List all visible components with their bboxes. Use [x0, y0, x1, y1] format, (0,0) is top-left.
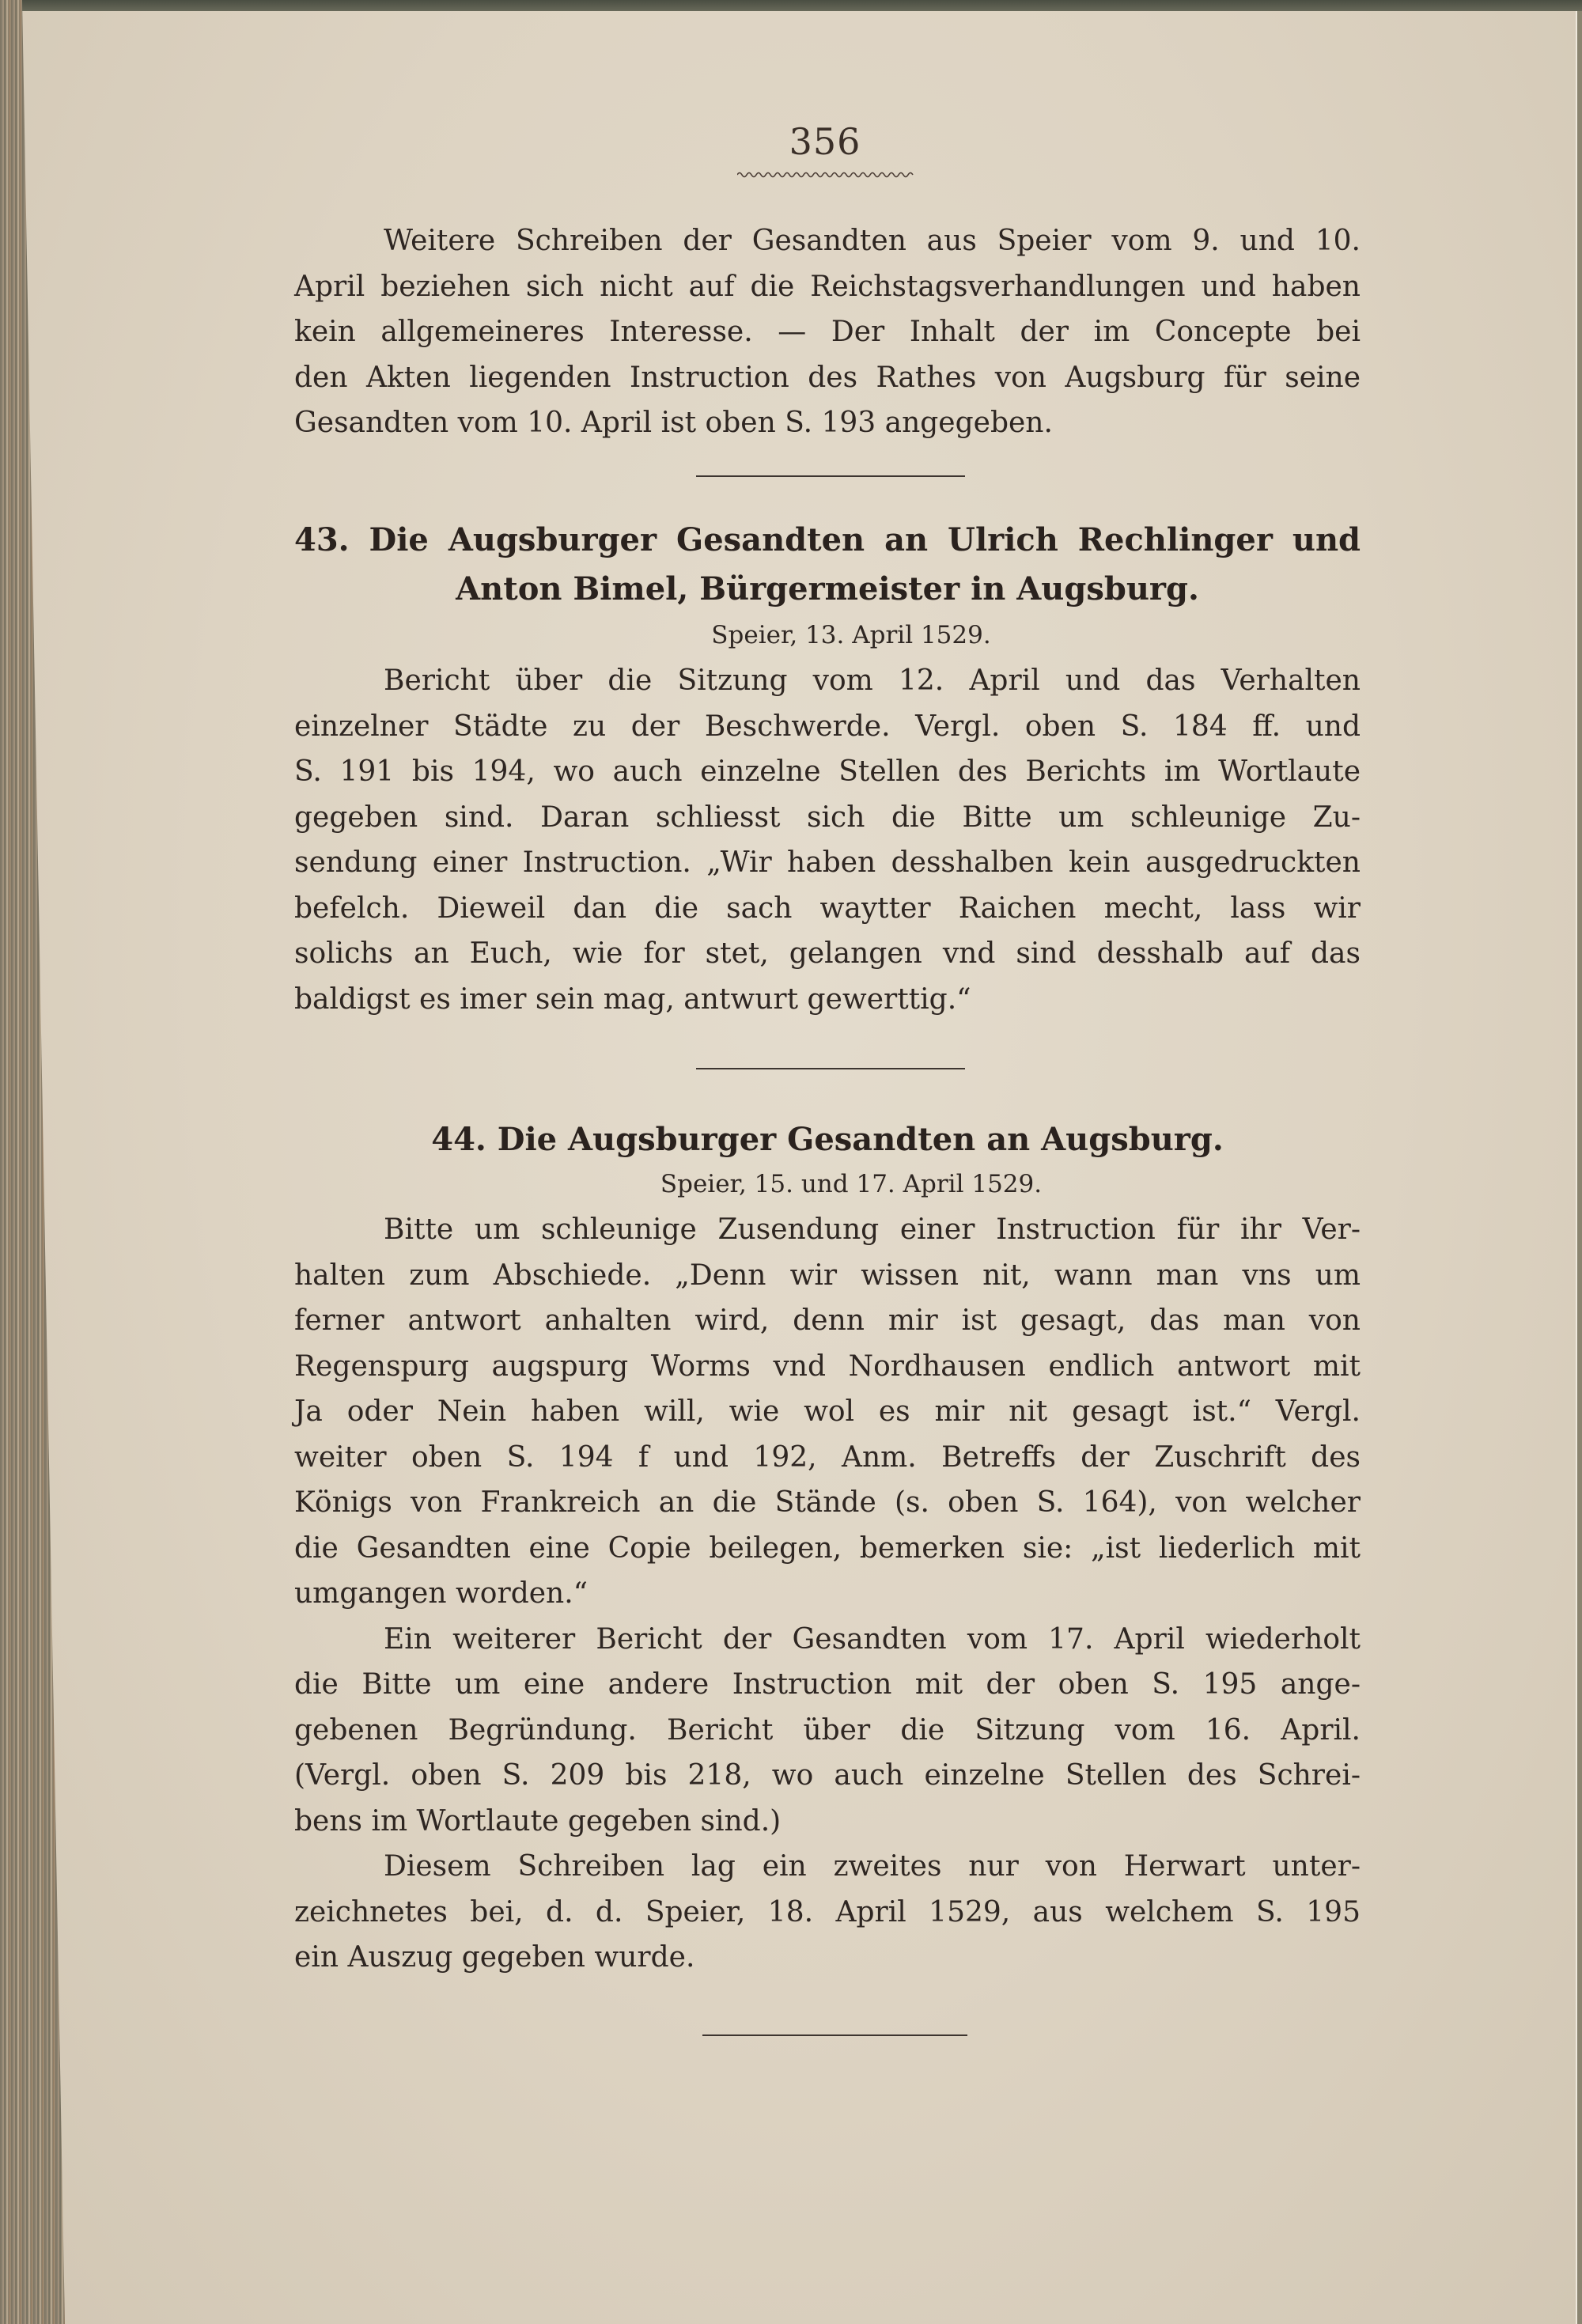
section-43 — [294, 516, 1361, 1022]
text-line: ein Auszug gegeben wurde. — [294, 1941, 695, 1974]
text-line: befelch. Dieweil dan die sach waytter Raichen mecht, lass wir — [294, 891, 1361, 925]
text-line: halten zum Abschiede. „Denn wir wissen nit, wann man vns um — [294, 1259, 1361, 1292]
page-number: 356 — [789, 120, 861, 163]
text-line: den Akten liegenden Instruction des Rathes von Augsburg für seine — [294, 361, 1361, 394]
text-line: solichs an Euch, wie for stet, gelangen vnd sind desshalb auf das — [294, 937, 1361, 970]
text-line: Bitte um schleunige Zusendung einer Instruction für ihr Ver- — [384, 1213, 1361, 1246]
text-line: Ein weiterer Bericht der Gesandten vom 17. April wiederholt — [384, 1622, 1361, 1656]
scan-top-border — [0, 0, 1582, 13]
text-line: Königs von Frankreich an die Stände (s. oben S. 164), von welcher — [294, 1486, 1361, 1519]
section-divider — [696, 1068, 965, 1069]
text-line: die Bitte um eine andere Instruction mit der oben S. 195 ange- — [294, 1668, 1361, 1701]
scan-right-border — [1577, 11, 1582, 2324]
text-line: gegeben sind. Daran schliesst sich die Bitte um schleunige Zu- — [294, 801, 1361, 834]
section-43-title — [294, 516, 1361, 614]
text-line: ferner antwort anhalten wird, denn mir ist gesagt, das man von — [294, 1304, 1361, 1337]
section-44 — [294, 1115, 1361, 1981]
text-line: Bericht über die Sitzung vom 12. April und das Verhalten — [384, 664, 1361, 697]
section-44-paragraph-1 — [294, 1207, 1361, 1617]
text-line: umgangen worden.“ — [294, 1577, 589, 1610]
text-line: gebenen Begründung. Bericht über die Sitzung vom 16. April. — [294, 1713, 1361, 1747]
intro-paragraph — [294, 218, 1361, 446]
end-divider — [702, 2034, 967, 2036]
section-title-line: 44. Die Augsburger Gesandten an Augsburg. — [431, 1121, 1224, 1158]
section-44-paragraph-3 — [294, 1844, 1361, 1981]
text-line: Gesandten vom 10. April ist oben S. 193 angegeben. — [294, 407, 1053, 439]
section-44-paragraph-2 — [294, 1617, 1361, 1845]
section-divider — [696, 475, 965, 477]
text-line: die Gesandten eine Copie beilegen, bemerken sie: „ist liederlich mit — [294, 1531, 1361, 1565]
text-line: Weitere Schreiben der Gesandten aus Speier vom 9. und 10. — [384, 225, 1361, 257]
section-title-line: Anton Bimel, Bürgermeister in Augsburg. — [456, 570, 1199, 607]
text-line: baldigst es imer sein mag, antwurt gewerttig.“ — [294, 982, 971, 1016]
section-43-paragraph — [294, 658, 1361, 1022]
text-line: S. 191 bis 194, wo auch einzelne Stellen des Berichts im Wortlaute — [294, 755, 1361, 788]
text-line: April beziehen sich nicht auf die Reichstagsverhandlungen und haben — [294, 270, 1361, 303]
text-line: kein allgemeineres Interesse. — Der Inhalt der im Concepte bei — [294, 316, 1361, 348]
text-line: Ja oder Nein haben will, wie wol es mir nit gesagt ist.“ Vergl. — [294, 1395, 1361, 1428]
text-line: Diesem Schreiben lag ein zweites nur von Herwart unter- — [384, 1850, 1361, 1883]
text-line: weiter oben S. 194 f und 192, Anm. Betreffs der Zuschrift des — [294, 1440, 1361, 1474]
text-line: bens im Wortlaute gegeben sind.) — [294, 1804, 782, 1838]
text-line: Regenspurg augspurg Worms vnd Nordhausen endlich antwort mit — [294, 1349, 1361, 1383]
text-line: sendung einer Instruction. „Wir haben desshalben kein ausgedruckten — [294, 846, 1361, 879]
section-44-title — [294, 1115, 1361, 1164]
text-line: einzelner Städte zu der Beschwerde. Vergl. oben S. 184 ff. und — [294, 710, 1361, 743]
section-title-line: 43. Die Augsburger Gesandten an Ulrich Rechlinger und — [294, 521, 1361, 558]
text-line: (Vergl. oben S. 209 bis 218, wo auch einzelne Stellen des Schrei- — [294, 1759, 1361, 1792]
wavy-rule-ornament — [737, 169, 915, 179]
section-44-dateline: Speier, 15. und 17. April 1529. — [660, 1170, 1043, 1198]
text-line: zeichnetes bei, d. d. Speier, 18. April 1529, aus welchem S. 195 — [294, 1895, 1361, 1928]
section-43-dateline: Speier, 13. April 1529. — [711, 621, 991, 649]
